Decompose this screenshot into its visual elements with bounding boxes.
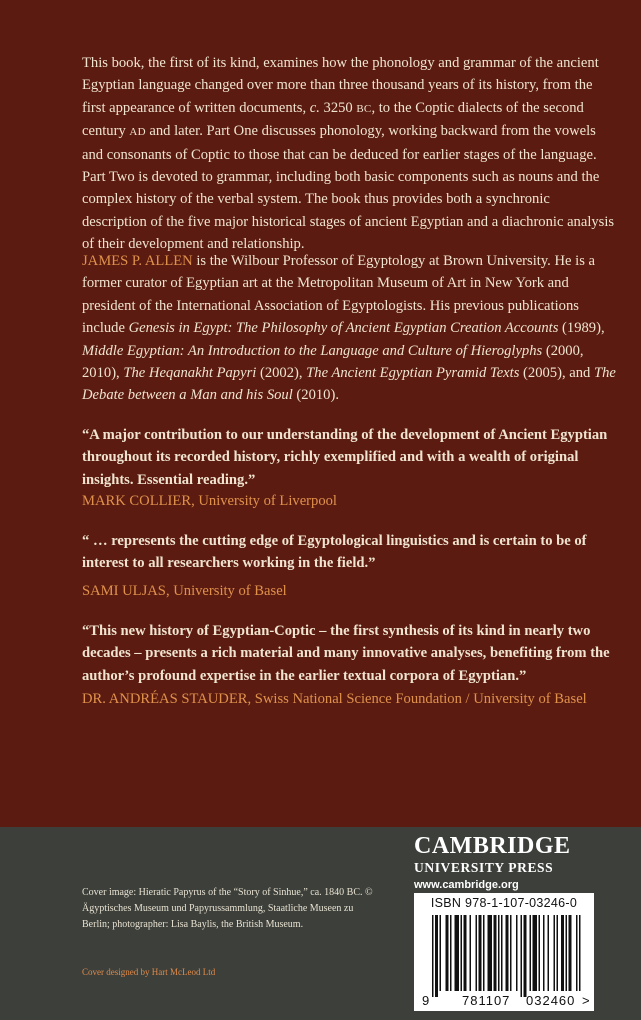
barcode-bar	[446, 915, 449, 991]
barcode-bar	[464, 915, 467, 991]
publisher-name: CAMBRIDGE	[414, 833, 571, 859]
barcode-bar	[539, 915, 541, 991]
footer-band	[0, 827, 641, 1020]
endorsement-quote: “A major contribution to our understanding of the development of Ancient Egyptian throughout its recorded history, richly exemplified and with a wealth of original insights. Essential reading.”	[82, 427, 608, 488]
barcode-graphic	[414, 893, 594, 1011]
barcode-bar	[432, 915, 434, 997]
isbn-barcode	[414, 893, 594, 1011]
barcode-bar	[510, 915, 512, 991]
barcode-digits: 032460	[526, 993, 576, 1008]
barcode-digits: 781107	[462, 993, 511, 1008]
barcode-bar	[566, 915, 568, 991]
barcode-bar	[521, 915, 523, 997]
barcode-bar	[530, 915, 532, 991]
barcode-bar	[506, 915, 509, 991]
isbn-label: ISBN 978-1-107-03246-0	[430, 896, 578, 910]
endorsement-credit: SAMI ULJAS, University of Basel	[82, 583, 287, 599]
barcode-bar	[516, 915, 518, 991]
barcode-bar	[554, 915, 556, 991]
endorsement-credit: DR. ANDRÉAS STAUDER, Swiss National Science Foundation / University of Basel	[82, 691, 587, 707]
barcode-bar	[501, 915, 503, 991]
barcode-bar	[435, 915, 438, 997]
cover-image-credit: Cover image: Hieratic Papyrus of the “Story of Sinhue,” ca. 1840 BC. © Ägyptisches Museum und Papyrussammlung, Staatliche Museen zu Berlin; photographer: Lisa Baylis, the British Museum.	[82, 887, 373, 930]
barcode-addon: >	[582, 993, 590, 1008]
barcode-bar	[461, 915, 463, 991]
barcode-digits: 9	[422, 993, 431, 1008]
barcode-bar	[533, 915, 538, 991]
barcode-bar	[548, 915, 550, 991]
barcode-bar	[483, 915, 485, 991]
barcode-bar	[476, 915, 478, 991]
barcode-bar	[576, 915, 578, 991]
endorsement-quote: “This new history of Egyptian-Coptic – the first synthesis of its kind in nearly two decades – presents a rich material and many innovative analyses, benefiting from the author’s profound expertise in the earlier textual corpora of Egyptian.”	[82, 623, 610, 684]
barcode-bar	[579, 915, 581, 991]
barcode-bar	[561, 915, 564, 991]
publisher-url[interactable]: www.cambridge.org	[414, 879, 519, 891]
endorsement-quote: “ … represents the cutting edge of Egyptological linguistics and is certain to be of interest to all researchers working in the field.”	[82, 533, 587, 572]
book-description: This book, the first of its kind, examines how the phonology and grammar of the ancient Egyptian language changed over more than three thousand years of its history, from the first appearance of written documents, c. 3250 BC, to the Coptic dialects of the second century AD and later. Part One discusses phonology, working backward from the vowels and consonants of Coptic to those that can be deduced for earlier stages of the language. Part Two is devoted to grammar, including both basic components such as nouns and the complex history of the verbal system. The book thus provides both a synchronic description of the five major historical stages of ancient Egyptian and a diachronic analysis of their development and relationship.	[82, 55, 615, 253]
endorsement-credit: MARK COLLIER, University of Liverpool	[82, 493, 337, 509]
publisher-logo	[414, 833, 584, 893]
cover-designer-credit: Cover designed by Hart McLeod Ltd	[82, 967, 216, 977]
barcode-bar	[498, 915, 500, 991]
author-name: JAMES P. ALLEN	[82, 253, 193, 269]
barcode-bar	[450, 915, 452, 991]
barcode-bar	[543, 915, 545, 991]
barcode-bar	[479, 915, 482, 991]
author-bio: JAMES P. ALLEN is the Wilbour Professor of Egyptology at Brown University. He is a former curator of Egyptian art at the Metropolitan Museum of Art in New York and president of the International Association of Egyptologists. His previous publications include Genesis in Egypt: The Philosophy of Ancient Egyptian Creation Accounts (1989), Middle Egyptian: An Introduction to the Language and Culture of Hieroglyphs (2000, 2010), The Heqanakht Papyri (2002), The Ancient Egyptian Pyramid Texts (2005), and The Debate between a Man and his Soul (2010).	[82, 253, 616, 404]
barcode-bar	[470, 915, 472, 991]
barcode-bar	[494, 915, 497, 991]
barcode-bar	[569, 915, 572, 991]
barcode-bar	[455, 915, 460, 991]
barcode-bar	[488, 915, 493, 991]
publisher-press: UNIVERSITY PRESS	[414, 860, 554, 875]
barcode-bar	[557, 915, 559, 991]
barcode-bar	[524, 915, 527, 997]
barcode-bar	[440, 915, 442, 991]
